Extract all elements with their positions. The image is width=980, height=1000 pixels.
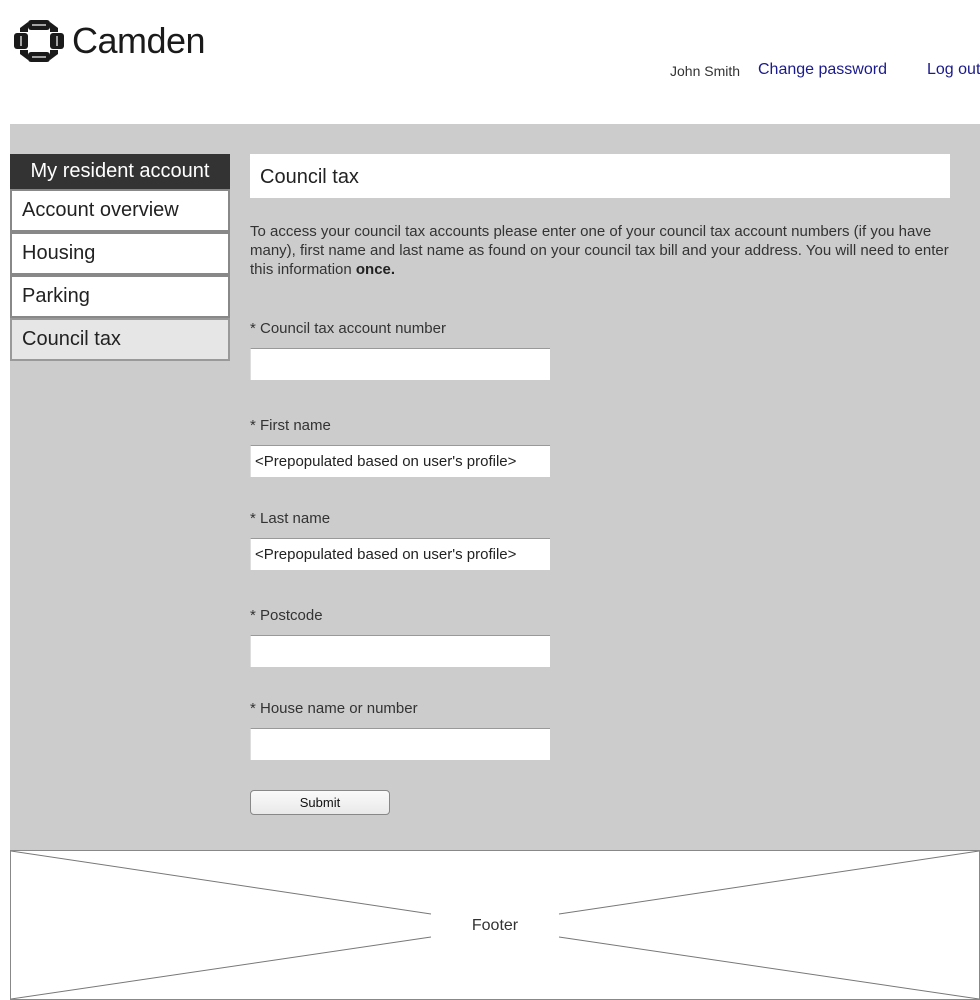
camden-emblem-icon [12,18,66,64]
sidebar-item-account-overview[interactable]: Account overview [10,189,230,232]
logout-link[interactable]: Log out [927,61,980,78]
camden-logo[interactable] [12,18,205,64]
logo-text: Camden [72,20,206,61]
account-number-input[interactable] [250,348,550,380]
page-title: Council tax [250,154,950,198]
change-password-link[interactable]: Change password [758,61,887,78]
sidebar-title: My resident account [10,154,230,189]
sidebar-item-parking[interactable]: Parking [10,275,230,318]
footer-label: Footer [471,917,519,934]
intro-body: To access your council tax accounts please enter one of your council tax account numbers (if you have many), first name and last name as found on your council tax bill and your address. You will need to enter this information [250,223,949,278]
account-number-label: * Council tax account number [250,320,446,337]
house-label: * House name or number [250,700,418,717]
intro-text [250,222,960,279]
user-name: John Smith [670,63,741,79]
sidebar-item-housing[interactable]: Housing [10,232,230,275]
main-content-area [10,124,980,850]
postcode-label: * Postcode [250,607,323,624]
postcode-input[interactable] [250,635,550,667]
submit-button[interactable]: Submit [250,790,390,815]
footer [10,850,980,1000]
first-name-label: * First name [250,417,331,434]
house-input[interactable] [250,728,550,760]
first-name-input[interactable] [250,445,550,477]
sidebar-nav [10,154,230,361]
intro-emphasis: once. [355,261,396,278]
last-name-input[interactable] [250,538,550,570]
last-name-label: * Last name [250,510,331,527]
sidebar-item-council-tax[interactable]: Council tax [10,318,230,361]
